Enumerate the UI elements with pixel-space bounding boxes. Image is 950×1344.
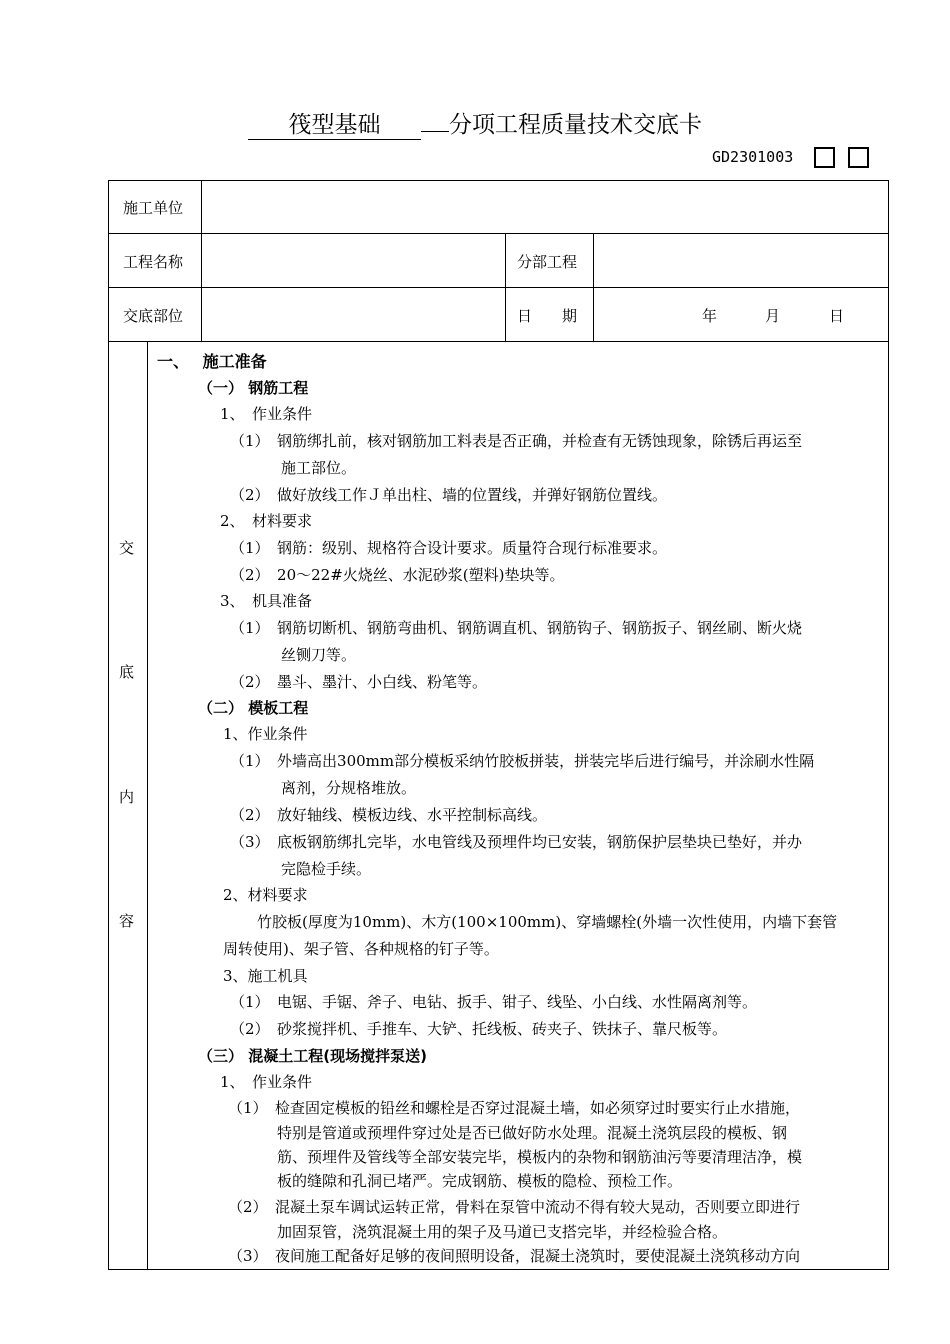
content-line: （1） 钢筋切断机、钢筋弯曲机、钢筋调直机、钢筋钩子、钢筋扳子、钢丝刷、断火烧 <box>230 619 803 637</box>
col-divider <box>201 180 202 341</box>
content-line: （1） 钢筋：级别、规格符合设计要求。质量符合现行标准要求。 <box>230 539 668 557</box>
side-label-char: 内 <box>119 788 135 806</box>
content-line: （2） 混凝土泵车调试运转正常，骨料在泵管中流动不得有较大晃动，否则要立即进行 <box>228 1198 801 1216</box>
content-line: 施工部位。 <box>281 459 357 477</box>
content-line: （1） 钢筋绑扎前，核对钢筋加工料表是否正确，并检查有无锈蚀现象，除锈后再运至 <box>230 432 803 450</box>
col-divider <box>147 341 148 1270</box>
content-line: 完隐检手续。 <box>281 860 372 878</box>
subsection-heading: （三） 混凝土工程(现场搅拌泵送) <box>198 1047 427 1065</box>
sub-project-label: 分部工程 <box>517 253 578 271</box>
location-label: 交底部位 <box>123 307 184 325</box>
content-line: 加固泵管，浇筑混凝土用的架子及马道已支搭完毕，并经检验合格。 <box>277 1223 728 1241</box>
content-line: 1、 作业条件 <box>220 1073 313 1091</box>
content-line: 特别是管道或预埋件穿过处是否已做好防水处理。混凝土浇筑层段的模板、钢 <box>277 1124 788 1142</box>
date-month: 月 <box>765 307 781 325</box>
title-project-type: 筏型基础 <box>248 106 421 140</box>
row-divider <box>108 287 889 288</box>
content-line: 2、 材料要求 <box>220 512 313 530</box>
content-line: （2） 做好放线工作Ｊ单出柱、墙的位置线，并弹好钢筋位置线。 <box>230 486 668 504</box>
content-line: 竹胶板(厚度为10mm)、木方(100×100mm)、穿墙螺栓(外墙一次性使用，内墙下套管 <box>257 913 838 931</box>
code-checkbox-2[interactable] <box>848 147 869 168</box>
subsection-heading: （一） 钢筋工程 <box>198 379 309 397</box>
content-line: （2） 20～22#火烧丝、水泥砂浆(塑料)垫块等。 <box>230 566 565 584</box>
title-text: 分项工程质量技术交底卡 <box>449 112 702 138</box>
content-line: （1） 外墙高出300mm部分模板采纳竹胶板拼装，拼装完毕后进行编号，并涂刷水性隔 <box>230 752 815 770</box>
content-line: （3） 夜间施工配备好足够的夜间照明设备，混凝土浇筑时，要使混凝土浇筑移动方向 <box>228 1247 801 1265</box>
col-divider <box>593 233 594 341</box>
construction-unit-label: 施工单位 <box>123 199 184 217</box>
content-line: （2） 砂浆搅拌机、手推车、大铲、托线板、砖夹子、铁抹子、靠尺板等。 <box>230 1020 728 1038</box>
content-line: 3、施工机具 <box>223 967 308 985</box>
row-divider <box>108 233 889 234</box>
content-line: （2） 墨斗、墨汁、小白线、粉笔等。 <box>230 673 488 691</box>
date-year: 年 <box>702 307 718 325</box>
content-line: （1） 电锯、手锯、斧子、电钻、扳手、钳子、线坠、小白线、水性隔离剂等。 <box>230 993 758 1011</box>
content-line: 板的缝隙和孔洞已堵严。完成钢筋、模板的隐检、预检工作。 <box>277 1172 683 1190</box>
side-label-char: 底 <box>119 663 135 681</box>
content-line: （1） 检查固定模板的铅丝和螺栓是否穿过混凝土墙，如必须穿过时要实行止水措施， <box>228 1099 801 1117</box>
row-divider <box>108 341 889 342</box>
col-divider <box>505 233 506 341</box>
content-line: 3、 机具准备 <box>220 592 313 610</box>
content-line: 丝铡刀等。 <box>281 646 357 664</box>
content-line: 筋、预埋件及管线等全部安装完毕，模板内的杂物和钢筋油污等要清理洁净，模 <box>277 1148 803 1166</box>
subsection-heading: （二） 模板工程 <box>198 699 309 717</box>
project-name-label: 工程名称 <box>123 253 184 271</box>
content-line: （3） 底板钢筋绑扎完毕，水电管线及预埋件均已安装，钢筋保护层垫块已垫好，并办 <box>230 833 803 851</box>
content-line: 离剂，分规格堆放。 <box>281 779 417 797</box>
content-line: 周转使用)、架子管、各种规格的钉子等。 <box>223 940 499 958</box>
document-title <box>0 106 950 140</box>
title-underline-gap <box>421 131 449 132</box>
content-line: 1、作业条件 <box>223 725 308 743</box>
side-label-char: 交 <box>119 539 135 557</box>
document-code: GD2301003 <box>712 148 794 166</box>
section-heading: 一、 施工准备 <box>157 352 267 371</box>
code-checkbox-1[interactable] <box>814 147 835 168</box>
content-line: （2） 放好轴线、模板边线、水平控制标高线。 <box>230 806 548 824</box>
content-line: 1、 作业条件 <box>220 405 313 423</box>
date-label: 日 期 <box>517 307 578 325</box>
date-day: 日 <box>829 307 845 325</box>
side-label-char: 容 <box>119 912 135 930</box>
content-line: 2、材料要求 <box>223 886 308 904</box>
